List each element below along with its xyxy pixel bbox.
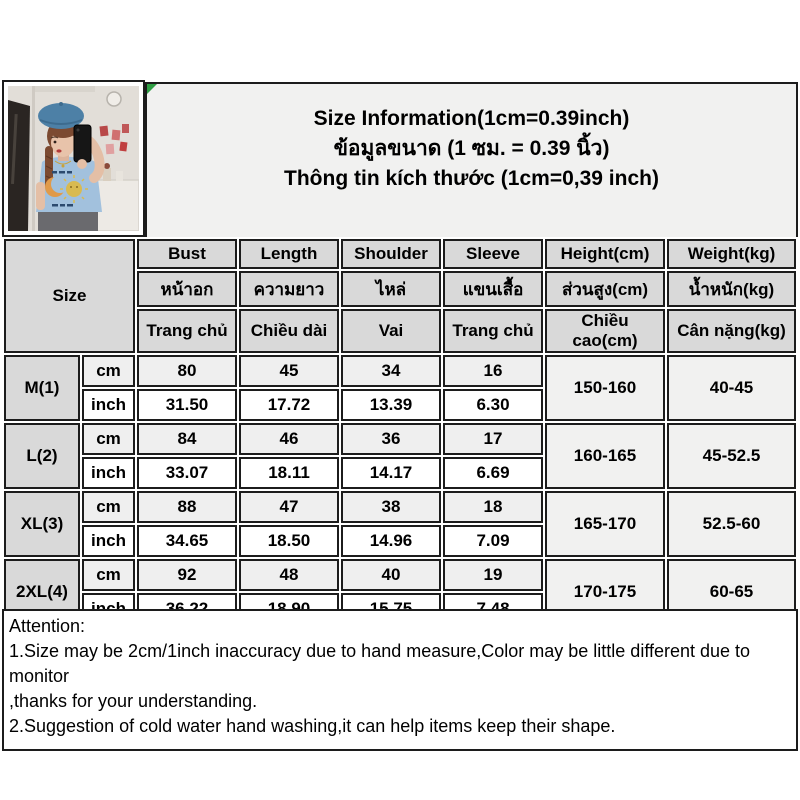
cell-l-sleeve-cm: 17 xyxy=(443,423,543,455)
unit-inch: inch xyxy=(82,389,135,421)
size-label-2xl: 2XL(4) xyxy=(4,559,80,625)
unit-cm: cm xyxy=(82,559,135,591)
col-header-length-en: Length xyxy=(239,239,339,269)
cell-2xl-bust-cm: 92 xyxy=(137,559,237,591)
cell-l-length-cm: 46 xyxy=(239,423,339,455)
col-header-shoulder-th: ไหล่ xyxy=(341,271,441,307)
col-header-bust-vi: Trang chủ xyxy=(137,309,237,353)
size-corner-label: Size xyxy=(4,239,135,353)
cell-xl-length-cm: 47 xyxy=(239,491,339,523)
cell-m-weight: 40-45 xyxy=(667,355,796,421)
attention-line-1: 1.Size may be 2cm/1inch inaccuracy due to hand measure,Color may be little different due to monitor xyxy=(9,641,751,686)
cell-xl-sleeve-cm: 18 xyxy=(443,491,543,523)
cell-xl-sleeve-inch: 7.09 xyxy=(443,525,543,557)
cell-2xl-shoulder-cm: 40 xyxy=(341,559,441,591)
cell-xl-shoulder-inch: 14.96 xyxy=(341,525,441,557)
attention-line-3: 2.Suggestion of cold water hand washing,it can help items keep their shape. xyxy=(9,716,616,736)
cell-2xl-height: 170-175 xyxy=(545,559,665,625)
cell-xl-bust-cm: 88 xyxy=(137,491,237,523)
col-header-sleeve-vi: Trang chủ xyxy=(443,309,543,353)
cell-l-height: 160-165 xyxy=(545,423,665,489)
cell-xl-bust-inch: 34.65 xyxy=(137,525,237,557)
cell-l-shoulder-cm: 36 xyxy=(341,423,441,455)
title-vietnamese: Thông tin kích thước (1cm=0,39 inch) xyxy=(284,167,659,190)
size-label-l: L(2) xyxy=(4,423,80,489)
col-header-bust-en: Bust xyxy=(137,239,237,269)
cell-xl-length-inch: 18.50 xyxy=(239,525,339,557)
col-header-sleeve-th: แขนเสื้อ xyxy=(443,271,543,307)
cell-xl-shoulder-cm: 38 xyxy=(341,491,441,523)
size-label-xl: XL(3) xyxy=(4,491,80,557)
col-header-shoulder-vi: Vai xyxy=(341,309,441,353)
cell-2xl-length-cm: 48 xyxy=(239,559,339,591)
col-header-shoulder-en: Shoulder xyxy=(341,239,441,269)
col-header-height-th: ส่วนสูง(cm) xyxy=(545,271,665,307)
unit-inch: inch xyxy=(82,457,135,489)
col-header-length-th: ความยาว xyxy=(239,271,339,307)
cell-m-height: 150-160 xyxy=(545,355,665,421)
cell-m-bust-inch: 31.50 xyxy=(137,389,237,421)
cell-l-bust-inch: 33.07 xyxy=(137,457,237,489)
col-header-height-en: Height(cm) xyxy=(545,239,665,269)
col-header-weight-th: น้ำหนัก(kg) xyxy=(667,271,796,307)
cell-2xl-weight: 60-65 xyxy=(667,559,796,625)
unit-cm: cm xyxy=(82,491,135,523)
cell-m-shoulder-cm: 34 xyxy=(341,355,441,387)
cell-m-bust-cm: 80 xyxy=(137,355,237,387)
title-thai: ข้อมูลขนาด (1 ซม. = 0.39 นิ้ว) xyxy=(333,137,610,160)
attention-line-2: ,thanks for your understanding. xyxy=(9,691,258,711)
cell-m-length-inch: 17.72 xyxy=(239,389,339,421)
cell-l-bust-cm: 84 xyxy=(137,423,237,455)
cell-xl-weight: 52.5-60 xyxy=(667,491,796,557)
col-header-weight-vi: Cân nặng(kg) xyxy=(667,309,796,353)
cell-l-shoulder-inch: 14.17 xyxy=(341,457,441,489)
col-header-length-vi: Chiều dài xyxy=(239,309,339,353)
cell-l-weight: 45-52.5 xyxy=(667,423,796,489)
col-header-weight-en: Weight(kg) xyxy=(667,239,796,269)
green-corner-marker xyxy=(147,84,157,94)
cell-m-shoulder-inch: 13.39 xyxy=(341,389,441,421)
title-english: Size Information(1cm=0.39inch) xyxy=(313,107,630,130)
cell-l-length-inch: 18.11 xyxy=(239,457,339,489)
unit-cm: cm xyxy=(82,355,135,387)
product-photo xyxy=(2,80,145,237)
cell-2xl-sleeve-cm: 19 xyxy=(443,559,543,591)
cell-l-sleeve-inch: 6.69 xyxy=(443,457,543,489)
cell-m-sleeve-inch: 6.30 xyxy=(443,389,543,421)
col-header-height-vi: Chiều cao(cm) xyxy=(545,309,665,353)
col-header-sleeve-en: Sleeve xyxy=(443,239,543,269)
size-table xyxy=(2,237,798,627)
col-header-bust-th: หน้าอก xyxy=(137,271,237,307)
attention-note xyxy=(2,609,798,751)
mirror-selfie-photo xyxy=(8,86,139,231)
title-block xyxy=(145,82,798,239)
cell-xl-height: 165-170 xyxy=(545,491,665,557)
top-row xyxy=(2,80,798,237)
size-label-m: M(1) xyxy=(4,355,80,421)
unit-inch: inch xyxy=(82,525,135,557)
attention-heading: Attention: xyxy=(9,616,86,636)
unit-cm: cm xyxy=(82,423,135,455)
cell-m-length-cm: 45 xyxy=(239,355,339,387)
cell-m-sleeve-cm: 16 xyxy=(443,355,543,387)
